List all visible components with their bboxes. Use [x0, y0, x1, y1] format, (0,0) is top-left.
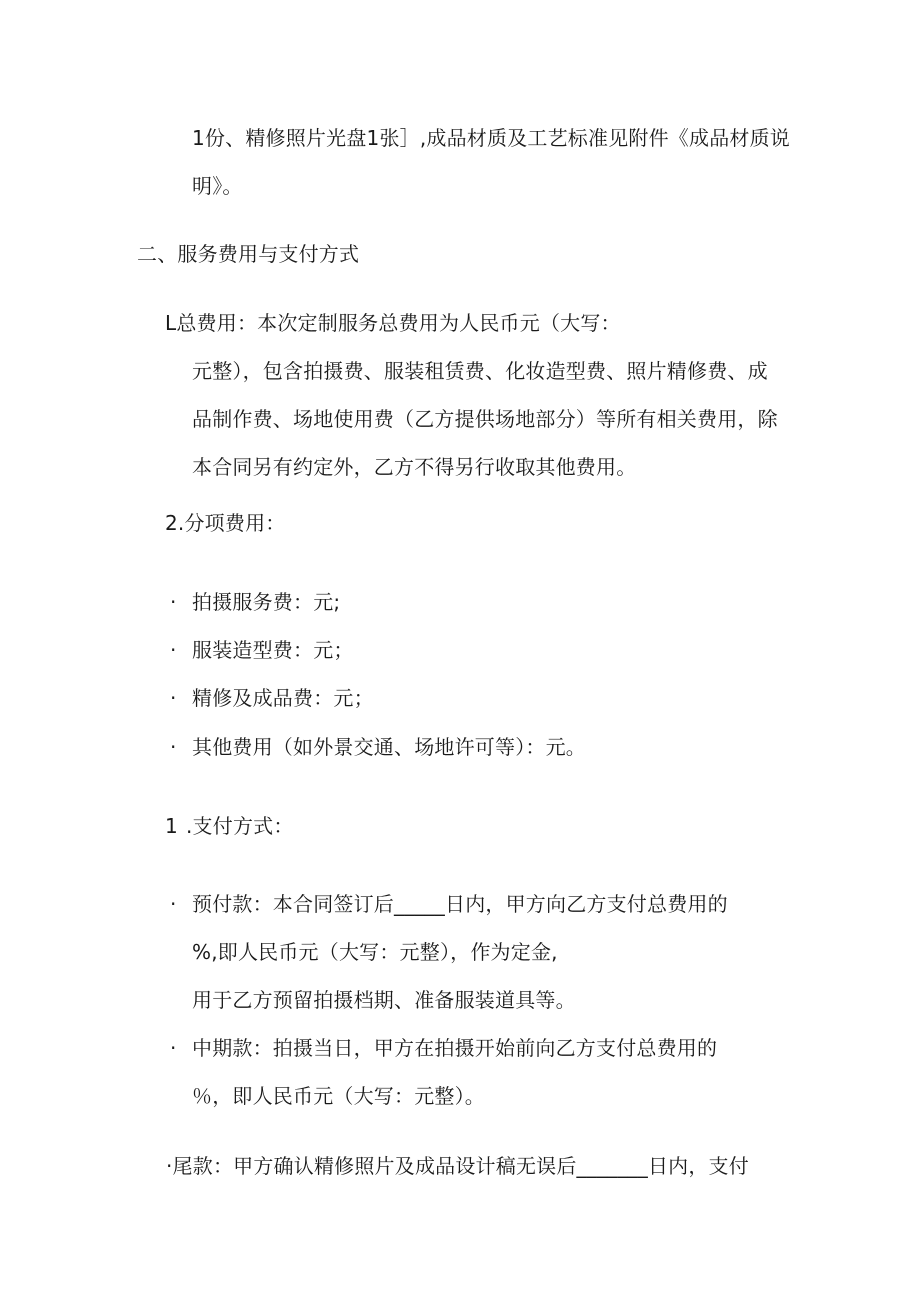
bullet-dot: · [170, 735, 177, 759]
midpay-line-1: 中期款：拍摄当日，甲方在拍摄开始前向乙方支付总费用的 [192, 1036, 718, 1060]
payment-heading: .支付方式： [186, 814, 294, 838]
fee-item-shooting: 拍摄服务费：元; [192, 590, 341, 614]
bullet-dot: · [170, 686, 177, 710]
itemized-fees-heading: 2.分项费用： [165, 511, 286, 535]
payment-number: 1 [165, 814, 178, 838]
total-fee-line-4: 本合同另有约定外，乙方不得另行收取其他费用。 [192, 455, 637, 479]
prepay-line-1: 预付款：本合同签订后_____日内，甲方向乙方支付总费用的 [192, 892, 728, 916]
intro-line-2: 明》。 [192, 174, 243, 198]
midpay-line-2: ％，即人民币元（大写：元整）。 [192, 1084, 485, 1108]
bullet-dot: · [170, 892, 177, 916]
fee-item-other: 其他费用（如外景交通、场地许可等）：元。 [192, 735, 586, 759]
total-fee-line-2: 元整），包含拍摄费、服装租赁费、化妆造型费、照片精修费、成 [192, 359, 768, 383]
total-fee-line-3: 品制作费、场地使用费（乙方提供场地部分）等所有相关费用，除 [192, 407, 778, 431]
bullet-dot: · [170, 590, 177, 614]
bullet-dot: · [170, 1036, 177, 1060]
bullet-dot: · [170, 638, 177, 662]
final-pay-line-1: ·尾款：甲方确认精修照片及成品设计稿无误后_______日内，支付 [166, 1154, 749, 1178]
section-heading: 二、服务费用与支付方式 [137, 242, 360, 266]
fee-item-costume: 服装造型费：元； [192, 638, 354, 662]
prepay-line-3: 用于乙方预留拍摄档期、准备服装道具等。 [192, 988, 576, 1012]
total-fee-line-1: L总费用：本次定制服务总费用为人民币元（大写： [165, 311, 621, 335]
prepay-line-2: %,即人民币元（大写：元整），作为定金, [192, 940, 558, 964]
fee-item-retouch: 精修及成品费：元； [192, 686, 374, 710]
intro-line-1: 1份、精修照片光盘1张］,成品材质及工艺标准见附件《成品材质说 [192, 126, 791, 150]
